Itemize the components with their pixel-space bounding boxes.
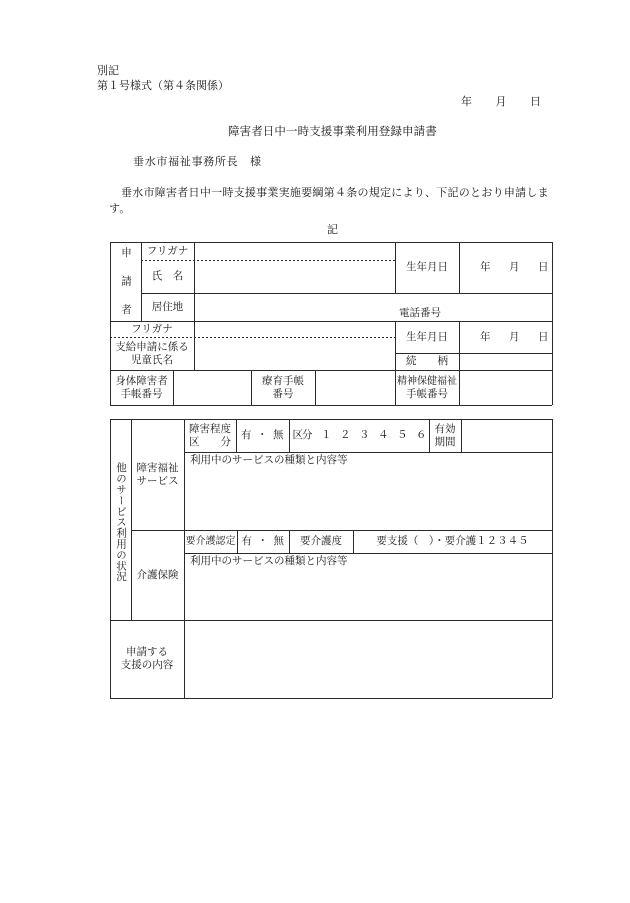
phone-label: 電話番号 [399, 307, 441, 319]
child-furigana-label [110, 321, 194, 337]
care-insurance-label-text: 介護保険 [136, 568, 179, 581]
child-furigana-field [194, 321, 395, 337]
child-birthdate-label [395, 321, 459, 353]
furigana-label-text: フリガナ [146, 244, 189, 257]
disability-yes-no-text: 有・無 [241, 429, 289, 441]
disability-yes-no [236, 419, 289, 452]
child-name-label [110, 337, 194, 370]
physical-handbook-label [110, 370, 173, 405]
disability-service-line2: サービス [136, 474, 179, 487]
address-label-text: 居住地 [151, 300, 184, 313]
child-name-label-line1: 支給申請に係る [115, 340, 189, 353]
relationship-label [395, 353, 459, 370]
care-level-label-text: 要介護度 [300, 535, 342, 547]
care-certification-label [184, 530, 237, 553]
applicant-address-field [194, 293, 395, 321]
requested-support-field [184, 620, 552, 698]
child-name-label-line2: 児童氏名 [131, 353, 173, 366]
appendix-label: 別記 [97, 64, 119, 77]
care-services-in-use-label: 利用中のサービスの種類と内容等 [190, 555, 348, 567]
validity-period-label [429, 419, 461, 452]
birthdate-label [395, 242, 459, 293]
mental-handbook-line2: 手帳番号 [406, 387, 448, 400]
disability-level-label [184, 419, 236, 452]
rehab-handbook-field [315, 370, 395, 405]
mental-handbook-line1: 精神保健福祉 [397, 375, 457, 387]
rehab-handbook-line2: 番号 [272, 387, 294, 400]
relationship-field [459, 353, 552, 370]
other-services-vertical-label: 他のサービス利用の状況 [115, 462, 127, 582]
mental-handbook-field [459, 370, 552, 405]
address-label [141, 293, 194, 321]
validity-line2: 期間 [434, 435, 456, 448]
child-name-field [194, 337, 395, 370]
furigana-label [141, 242, 194, 260]
care-insurance-label [131, 530, 184, 620]
birthdate-label-text: 生年月日 [406, 261, 448, 273]
physical-handbook-field [173, 370, 251, 405]
child-birthdate-label-text: 生年月日 [406, 330, 448, 343]
disability-services-in-use-label: 利用中のサービスの種類と内容等 [190, 454, 348, 466]
birthdate-field-text: 年 月 日 [480, 261, 553, 273]
disability-service-line1: 障害福祉 [136, 461, 179, 474]
care-level-label [289, 530, 353, 553]
care-certification-label-text: 要介護認定 [185, 536, 236, 547]
requested-support-label [110, 620, 184, 698]
rehab-handbook-line1: 療育手帳 [262, 374, 304, 387]
care-services-in-use-field [184, 553, 552, 620]
care-yes-no [237, 530, 289, 553]
relationship-label-text: 続 柄 [406, 355, 448, 367]
disability-class-options-text: 区分 １ ２ ３ ４ ５ ６ [292, 429, 426, 441]
requested-support-line1: 申請する [126, 646, 168, 658]
document-title: 障害者日中一時支援事業利用登録申請書 [228, 124, 437, 138]
date-line: 年 月 日 [461, 95, 542, 108]
validity-line1: 有効 [434, 422, 456, 435]
child-birthdate-field [459, 321, 552, 353]
disability-level-line1: 障害程度 [189, 422, 231, 435]
applicant-vertical-label: 申請者 [120, 247, 132, 333]
body-paragraph: 垂水市障害者日中一時支援事業実施要綱第４条の規定により、下記のとおり申請します。 [109, 186, 549, 215]
validity-period-field [461, 419, 552, 452]
child-furigana-label-text: フリガナ [131, 322, 173, 335]
care-level-options-text: 要支援（ ）・要介護１２３４５ [376, 535, 529, 547]
applicant-furigana-field [194, 242, 395, 260]
requested-support-line2: 支援の内容 [120, 659, 174, 671]
name-label [141, 260, 194, 293]
disability-level-line2: 区 分 [189, 435, 231, 448]
child-birthdate-field-text: 年 月 日 [480, 330, 553, 343]
disability-class-options [289, 419, 429, 452]
disability-service-label [131, 419, 184, 530]
ki-heading: 記 [327, 223, 338, 236]
rehab-handbook-label [251, 370, 315, 405]
mental-handbook-label [395, 370, 459, 405]
care-yes-no-text: 有・無 [241, 535, 290, 547]
applicant-name-field [194, 260, 395, 293]
physical-handbook-line2: 手帳番号 [120, 387, 163, 400]
form-number: 第１号様式（第４条関係） [97, 79, 229, 92]
disability-services-in-use-field [184, 452, 552, 530]
physical-handbook-line1: 身体障害者 [115, 374, 168, 387]
care-level-options [353, 530, 552, 553]
addressee: 垂水市福祉事務所長 様 [133, 155, 262, 168]
name-label-text: 氏 名 [151, 270, 184, 282]
birthdate-field [459, 242, 552, 293]
